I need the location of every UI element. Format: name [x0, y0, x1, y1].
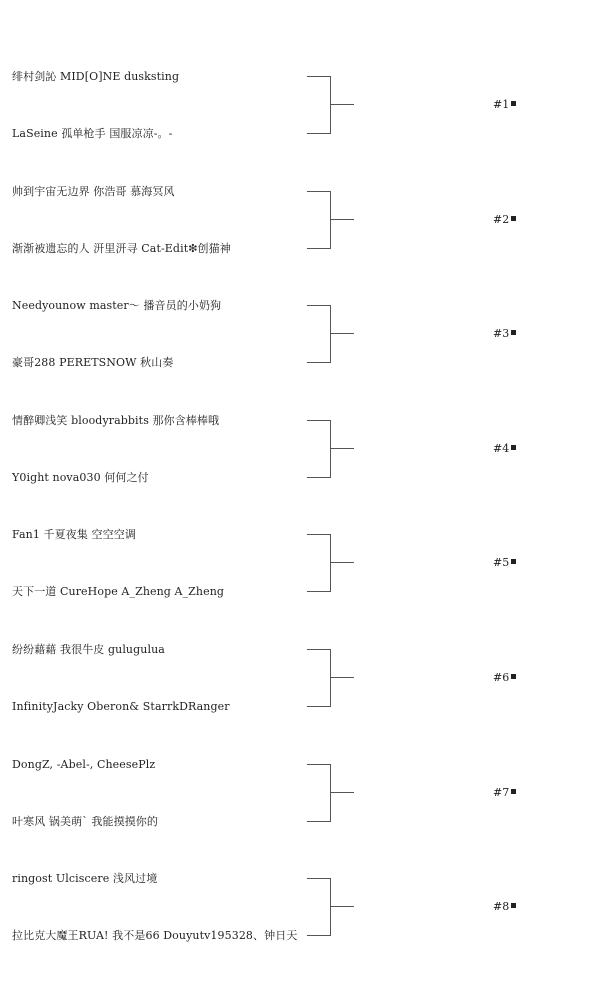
bracket-connector-top	[307, 534, 330, 535]
bracket-connector-vertical	[330, 420, 331, 478]
team-entry-top: 情醉卿浅笑 bloodyrabbits 那你含棒棒哦	[12, 413, 220, 427]
team-entry-bottom: 天下一道 CureHope A_Zheng A_Zheng	[12, 585, 225, 599]
match-7	[0, 758, 604, 873]
bracket-connector-vertical	[330, 649, 331, 707]
match-seed-label: #5	[493, 556, 510, 570]
team-entry-bottom: 拉比克大魔王RUA! 我不是66 Douyutv195328、钟日天	[12, 929, 298, 943]
match-seed-label: #8	[493, 900, 510, 914]
bracket-connector-top	[307, 76, 330, 77]
team-entry-bottom: 叶寒风 锅美萌` 我能摸摸你的	[12, 814, 158, 828]
bracket-connector-out	[330, 219, 354, 220]
match-seed-label: #3	[493, 327, 510, 341]
bracket-connector-bottom	[307, 821, 330, 822]
team-entry-top: 纷纷藉藉 我很牛皮 gulugulua	[12, 643, 165, 656]
match-seed-label: #1	[493, 98, 510, 111]
bracket-connector-bottom	[307, 591, 330, 592]
bracket-connector-top	[307, 764, 330, 765]
match-seed-label: #6	[493, 671, 510, 684]
match-1	[0, 70, 604, 185]
team-entry-top: Needyounow master～ 播音员的小奶狗	[12, 299, 222, 313]
match-2	[0, 185, 604, 300]
team-entry-bottom: 渐渐被遗忘的人 汧里汧寻 Cat-Edit❇创猫神	[12, 241, 231, 255]
team-entry-bottom: InfinityJacky Oberon& StarrkDRanger	[12, 700, 230, 713]
square-marker-icon	[511, 674, 516, 679]
bracket-connector-bottom	[307, 362, 330, 363]
match-3	[0, 299, 604, 414]
bracket-connector-out	[330, 677, 354, 678]
bracket-connector-vertical	[330, 534, 331, 592]
match-6	[0, 643, 604, 758]
square-marker-icon	[511, 789, 516, 794]
bracket-connector-top	[307, 191, 330, 192]
match-5	[0, 528, 604, 643]
bracket-connector-top	[307, 305, 330, 306]
match-seed-label: #2	[493, 212, 510, 226]
square-marker-icon	[511, 559, 516, 564]
bracket-connector-out	[330, 333, 354, 334]
team-entry-top: ringost Ulciscere 浅风过境	[12, 872, 158, 886]
bracket-connector-top	[307, 649, 330, 650]
square-marker-icon	[511, 216, 516, 221]
bracket-connector-out	[330, 562, 354, 563]
match-seed-label: #4	[493, 441, 510, 455]
bracket-connector-bottom	[307, 133, 330, 134]
square-marker-icon	[511, 445, 516, 450]
team-entry-bottom: Y0ight nova030 何何之付	[12, 470, 149, 484]
bracket-connector-bottom	[307, 477, 330, 478]
team-entry-top: Fan1 千夏夜集 空空空调	[12, 528, 136, 542]
team-entry-bottom: 豪哥288 PERETSNOW 秋山奏	[12, 356, 174, 370]
team-entry-top: 帅到宇宙无边界 你浩哥 慕海冥风	[12, 184, 175, 198]
bracket-connector-out	[330, 104, 354, 105]
bracket-connector-vertical	[330, 764, 331, 822]
bracket-connector-out	[330, 792, 354, 793]
square-marker-icon	[511, 330, 516, 335]
square-marker-icon	[511, 903, 516, 908]
bracket-connector-out	[330, 906, 354, 907]
square-marker-icon	[511, 101, 516, 106]
team-entry-top: 绯村剑訫 MID[O]NE dusksting	[12, 70, 180, 83]
bracket-connector-bottom	[307, 935, 330, 936]
match-8	[0, 872, 604, 987]
team-entry-top: DongZ, -Abel-, CheesePlz	[12, 757, 156, 771]
bracket-connector-vertical	[330, 878, 331, 936]
bracket-connector-bottom	[307, 706, 330, 707]
team-entry-bottom: LaSeine 孤单枪手 国服凉凉-。-	[12, 127, 173, 140]
bracket-connector-vertical	[330, 191, 331, 249]
bracket-connector-top	[307, 878, 330, 879]
bracket-connector-vertical	[330, 76, 331, 134]
bracket-connector-vertical	[330, 305, 331, 363]
bracket-connector-top	[307, 420, 330, 421]
bracket-connector-bottom	[307, 248, 330, 249]
bracket-connector-out	[330, 448, 354, 449]
match-seed-label: #7	[493, 785, 510, 799]
match-4	[0, 414, 604, 529]
